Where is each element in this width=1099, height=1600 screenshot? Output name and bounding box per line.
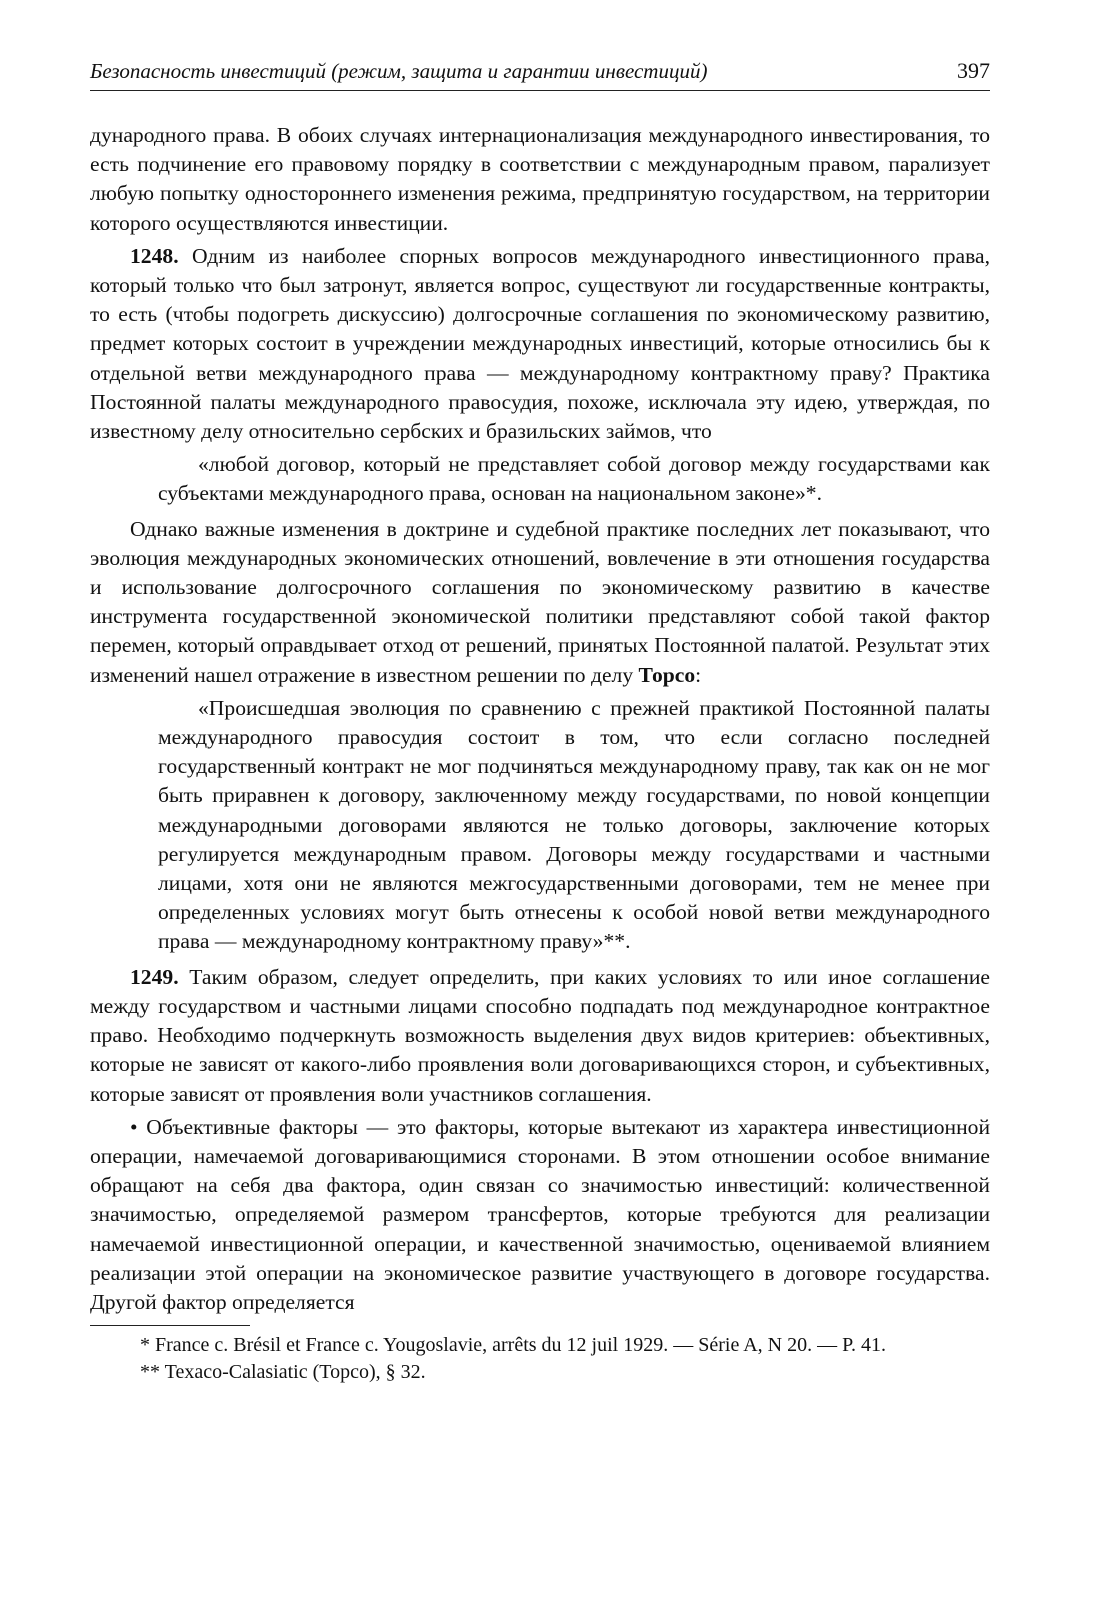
running-title: Безопасность инвестиций (режим, защита и гарантии инвестиций) (90, 59, 708, 83)
page-number: 397 (957, 58, 990, 83)
bullet-paragraph: • Объективные факторы — это факторы, которые вытекают из характера инвестиционной операции, намечаемой договаривающимися сторонами. В этом отношении особое внимание обращают на себя два фактора, один связан со значимостью инвестиций: количественной значимостью, определяемой размером трансфертов, которые требуются для реализации намечаемой инвестиционной операции, и качественной значимостью, оцениваемой влиянием реализации этой операции на экономическое развитие участвующего в договоре государства. Другой фактор определяется (90, 1114, 990, 1314)
case-name: Торсо (638, 662, 696, 687)
paragraph-continued: дународного права. В обоих случаях интернационализация международного инвестирования, то есть подчинение его правовому порядку в соответствии с международным правом, парализует любую попытку одностороннего изменения режима, предпринятую государством, на территории которого осуществляются инвестиции. (90, 123, 990, 235)
paragraph-text: Однако важные изменения в доктрине и судебной практике последних лет показывают, что эволюция международных экономических отношений, вовлечение в эти отношения государства и использование долгосрочного соглашения по экономическому развитию в качестве инструмента государственной экономической политики представляют собой такой фактор перемен, который оправдывает отход от решений, принятых Постоянной палатой. Результат этих изменений нашел отражение в известном решении по делу (90, 516, 990, 687)
block-quote-2: «Происшедшая эволюция по сравнению с прежней практикой Постоянной палаты международного правосудия состоит в том, что если согласно последней государственный контракт не мог подчиняться международному праву, так как он не мог быть приравнен к договору, заключенному между государствами, по новой концепции международными договорами являются не только договоры, заключение которых регулируется международным правом. Договоры между государствами и частными лицами, хотя они не являются межгосударственными договорами, тем не менее при определенных условиях могут быть отнесены к особой новой ветви международного права — международному контрактному праву»**. (158, 695, 990, 954)
main-text (90, 121, 990, 1317)
footnote-1: * France c. Brésil et France c. Yougoslavie, arrêts du 12 juil 1929. — Série A, N 20. — P. 41. (140, 1334, 887, 1357)
book-page (90, 58, 990, 1386)
paragraph-text: Таким образом, следует определить, при каких условиях то или иное соглашение между государством и частными лицами способно подпадать под международное контрактное право. Необходимо подчеркнуть возможность выделения двух видов критериев: объективных, которые не зависят от какого-либо проявления воли договаривающихся сторон, и субъективных, которые зависят от проявления воли участников соглашения. (90, 964, 990, 1106)
paragraph-text: Одним из наиболее спорных вопросов международного инвестиционного права, который только что был затронут, является вопрос, существуют ли государственные контракты, то есть (чтобы подогреть дискуссию) долгосрочные соглашения по экономическому развитию, предмет которых состоит в учреждении международных инвестиций, которые относились бы к отдельной ветви международного права — международному контрактному праву? Практика Постоянной палаты международного правосудия, похоже, исключала эту идею, утверждая, по известному делу относительно сербских и бразильских займов, что (90, 243, 990, 444)
block-quote-1: «любой договор, который не представляет собой договор между государствами как субъектами международного права, основан на национальном законе»*. (158, 452, 990, 506)
paragraph-1248 (90, 242, 990, 446)
paragraph-end: : (695, 662, 702, 687)
paragraph-number: 1249. (130, 964, 179, 989)
paragraph-number: 1248. (130, 243, 179, 268)
running-header (90, 58, 990, 91)
paragraph-doctrine (90, 515, 990, 690)
footnote-divider (90, 1325, 250, 1326)
paragraph-1249 (90, 963, 990, 1109)
footnote-2: ** Texaco-Calasiatic (Topco), § 32. (140, 1361, 426, 1384)
footnotes (90, 1332, 990, 1386)
